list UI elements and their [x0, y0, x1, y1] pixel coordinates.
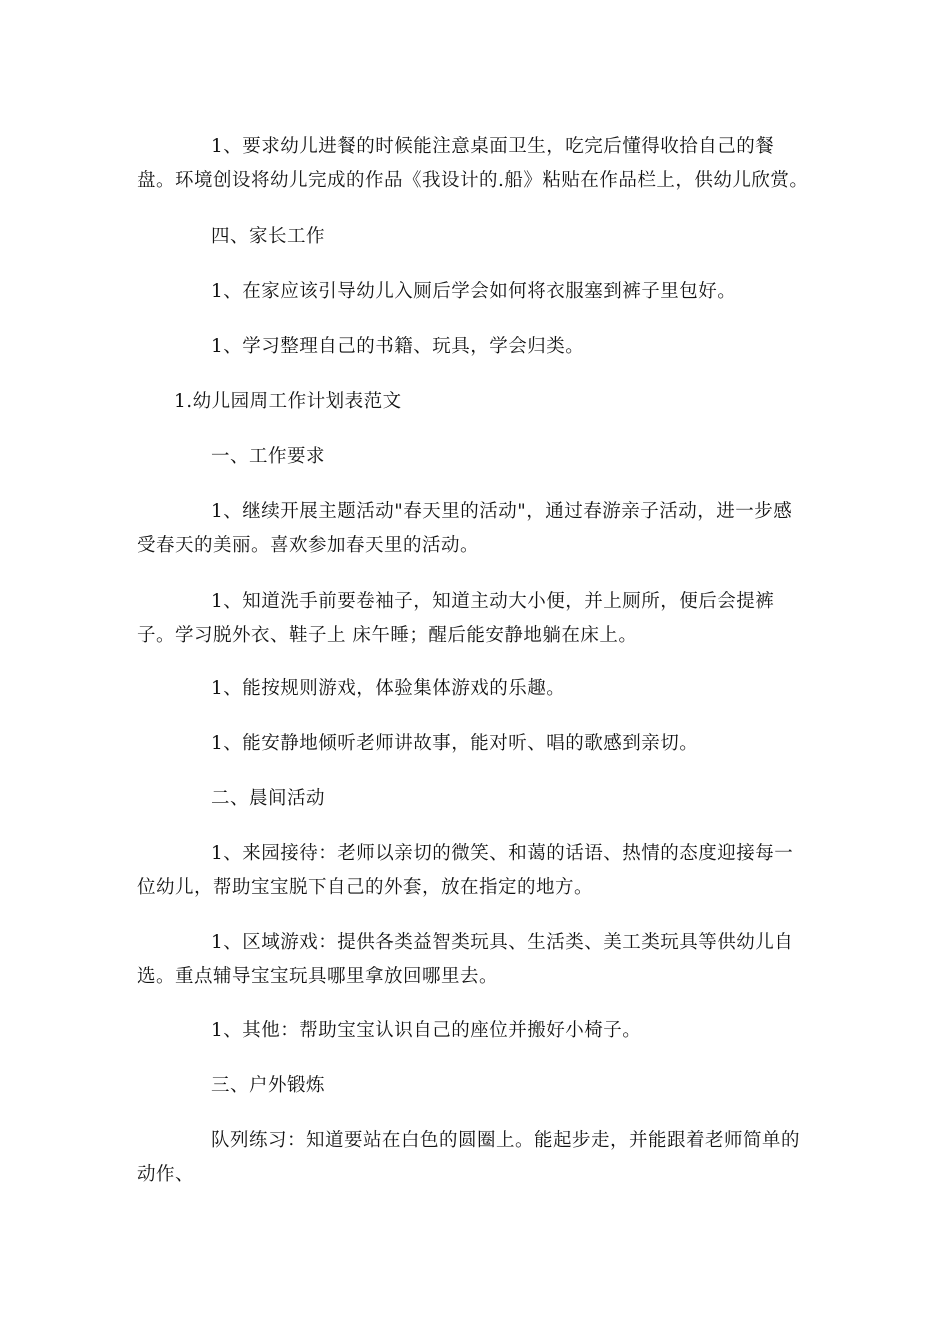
- paragraph-seats: 1、其他：帮助宝宝认识自己的座位并搬好小椅子。: [211, 1020, 642, 1041]
- section-heading-work-requirements: 一、工作要求: [211, 446, 326, 467]
- document-title: 1.幼儿园周工作计划表范文: [174, 391, 402, 412]
- paragraph-listen-stories: 1、能安静地倾听老师讲故事，能对听、唱的歌感到亲切。: [211, 733, 699, 754]
- section-heading-outdoor-exercise: 三、户外锻炼: [211, 1075, 326, 1096]
- paragraph-handwashing: 1、知道洗手前要卷袖子，知道主动大小便，并上厕所，便后会提裤子。学习脱外衣、鞋子上 床午睡；醒后能安静地躺在床上。: [137, 591, 775, 646]
- paragraph-organize-books: 1、学习整理自己的书籍、玩具，学会归类。: [211, 336, 585, 357]
- paragraph-spring-activity: 1、继续开展主题活动"春天里的活动"，通过春游亲子活动，进一步感受春天的美丽。喜欢参加春天里的活动。: [137, 501, 793, 556]
- paragraph-toilet-clothes: 1、在家应该引导幼儿入厕后学会如何将衣服塞到裤子里包好。: [211, 281, 737, 302]
- paragraph-area-games: 1、区域游戏：提供各类益智类玩具、生活类、美工类玩具等供幼儿自选。重点辅导宝宝玩具哪里拿放回哪里去。: [137, 932, 794, 987]
- paragraph-meal-hygiene: 1、要求幼儿进餐的时候能注意桌面卫生，吃完后懂得收拾自己的餐盘。环境创设将幼儿完成的作品《我设计的.船》粘贴在作品栏上，供幼儿欣赏。: [137, 136, 809, 191]
- section-heading-parent-work: 四、家长工作: [211, 226, 326, 247]
- paragraph-queue-practice: 队列练习：知道要站在白色的圆圈上。能起步走，并能跟着老师简单的动作、: [137, 1130, 801, 1185]
- paragraph-reception: 1、来园接待：老师以亲切的微笑、和蔼的话语、热情的态度迎接每一位幼儿，帮助宝宝脱下自己的外套，放在指定的地方。: [137, 843, 794, 898]
- section-heading-morning-activities: 二、晨间活动: [211, 788, 326, 809]
- paragraph-rule-games: 1、能按规则游戏，体验集体游戏的乐趣。: [211, 678, 566, 699]
